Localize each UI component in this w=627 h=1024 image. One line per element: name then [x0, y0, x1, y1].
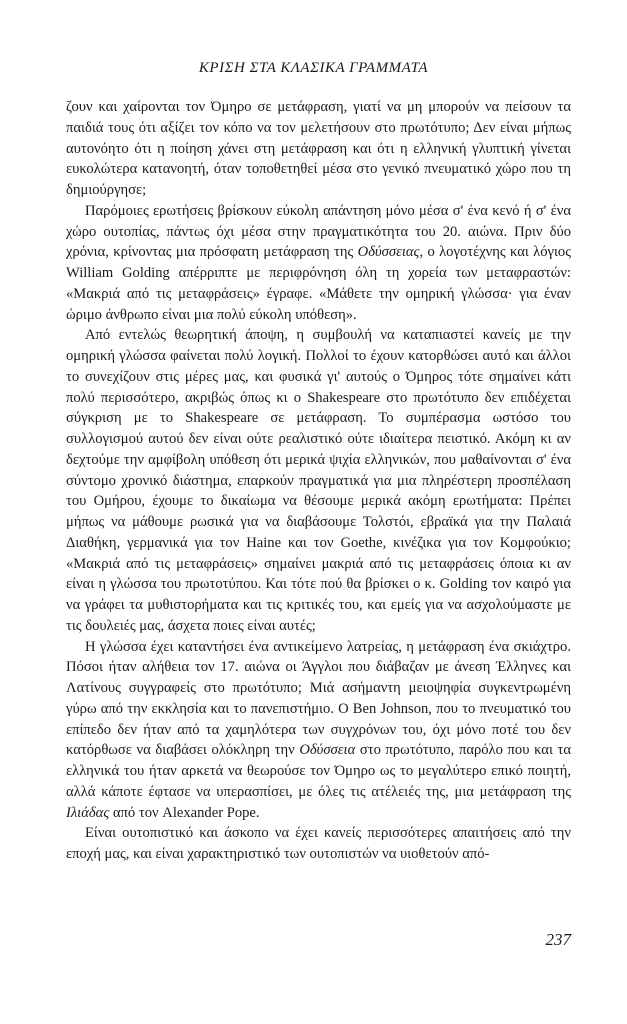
paragraph-2: [66, 201, 571, 326]
paragraph-2-text-a: Παρόμοιες ερωτήσεις βρίσκουν εύκολη απάντηση μόνο μέσα σ' ένα κενό ή σ' ένα χώρο ουτοπίας, πάντως όχι μέσα στην πραγματικότητα του 20. αιώνα. Πριν δύο χρόνια, κρίνοντας μια πρόσφατη μετάφραση της: [66, 202, 571, 261]
body-text: [66, 97, 571, 865]
paragraph-4-text-c: από τον Alexander Pope.: [109, 804, 260, 821]
paragraph-3-text: Από εντελώς θεωρητική άποψη, η συμβουλή να καταπιαστεί κανείς με την ομηρική γλώσσα φαίνεται πολύ λογική. Πολλοί το έχουν κατορθώσει αυτό και άλλοι το συνεχίζουν στις μέρες μας, και φυσικά γι' αυτούς ο Όμηρος τότε σημαίνει κάτι πολύ περισσότερο, ακριβώς όπως κι ο Shakespeare στο πρωτότυπο δεν επιδέχεται σύγκριση με το Shakespeare σε μετάφραση. Το συμπέρασμα ωστόσο του συλλογισμού αυτού δεν είναι ούτε ρεαλιστικό ούτε ιδιαίτερα πειστικό. Ακόμη κι αν δεχτούμε την αμφίβολη υπόθεση ότι μερικά ψιχία ελληνικών, που μαθαίνονται σ' ένα σύντομο χρονικό διάστημα, επαρκούν πραγματικά για μια πληρέστερη προσπέλαση του Ομήρου, έχουμε το δικαίωμα να θέσουμε μερικά ακόμη ερωτήματα: Πρέπει μήπως να μάθουμε ρωσικά για να διαβάσουμε Τολστόι, εβραϊκά για την Παλαιά Διαθήκη, γερμανικά για τον Haine και τον Goethe, κινέζικα για τον Κομφούκιο; «Μακριά από τις μεταφράσεις» σημαίνει μακριά από τις μεταφράσεις όποια κι αν είναι η γλώσσα του πρωτοτύπου. Και τότε πού θα βρίσκει ο κ. Golding τον καιρό για να γράφει τα μυθιστορήματα και τις κριτικές του, και εμείς για να ασχολούμαστε με τις δουλειές μας, άσχετα ποιες είναι αυτές;: [66, 327, 571, 634]
odyssey-title-italic: Οδύσσειας: [357, 244, 420, 261]
paragraph-2-text-b: , ο λογοτέχνης και λόγιος William Golding απέρριπτε με περιφρόνηση όλη τη χορεία των μεταφραστών: «Μακριά από τις μεταφράσεις» έγραφε. «Μάθετε την ομηρική γλώσσα· για έναν ώριμο άνθρωπο είναι μια πολύ εύκολη υπόθεση».: [66, 244, 572, 323]
odyssey-title-italic: Οδύσσεια: [299, 742, 356, 759]
paragraph-4-text-b: στο πρωτότυπο, παρόλο που και τα ελληνικά του ήταν αρκετά να θεωρούσε τον Όμηρο ως το μεγαλύτερο επικό ποιητή, αλλά κάποτε έφτασε να υπερασπίσει, με όλες τις ατέλειές της, μια μετάφραση της: [66, 742, 572, 800]
paragraph-3: [66, 325, 571, 636]
iliad-title-italic: Ιλιάδας: [66, 804, 110, 821]
paragraph-5-text: Είναι ουτοπιστικό και άσκοπο να έχει κανείς περισσότερες απαιτήσεις από την εποχή μας, και είναι χαρακτηριστικό των ουτοπιστών να υιοθετούν από-: [66, 825, 571, 862]
running-head: ΚΡΙΣΗ ΣΤΑ ΚΛΑΣΙΚΑ ΓΡΑΜΜΑΤΑ: [198, 60, 429, 76]
paragraph-1-text: ζουν και χαίρονται τον Όμηρο σε μετάφραση, γιατί να μη μπορούν να πείσουν τα παιδιά τους ότι αξίζει τον κόπο να τον μελετήσουν στο πρωτότυπο; Δεν είναι μήπως αυτονόητο ότι η ποίηση χάνει στη μετάφραση και ότι η ελληνική γλυπτική γίνεται ευκολώτερα κατανοητή, όταν τοποθετηθεί μέσα στο γενικό πνευματικό χώρο που τη δημιούργησε;: [66, 99, 571, 198]
page-number: 237: [545, 930, 571, 949]
paragraph-4-text-a: Η γλώσσα έχει καταντήσει ένα αντικείμενο λατρείας, η μετάφραση ένα σκιάχτρο. Πόσοι ήταν αλήθεια τον 17. αιώνα οι Άγγλοι που διάβαζαν με άνεση Έλληνες και Λατίνους συγγραφείς στο πρωτότυπο; Μιά ασήμαντη μειοψηφία συγκεντρωμένη γύρω από την εκκλησία και το πανεπιστήμιο. Ο Ben Johnson, που το πνευματικό του επίπεδο δεν ήταν από τα χαμηλότερα των συγχρόνων του, όχι μόνο ποτέ του δεν κατόρθωσε να διαβάσει ολόκληρη την: [66, 638, 571, 759]
paragraph-5: [66, 823, 571, 865]
paragraph-4: [66, 637, 571, 824]
paragraph-1: [66, 97, 571, 201]
